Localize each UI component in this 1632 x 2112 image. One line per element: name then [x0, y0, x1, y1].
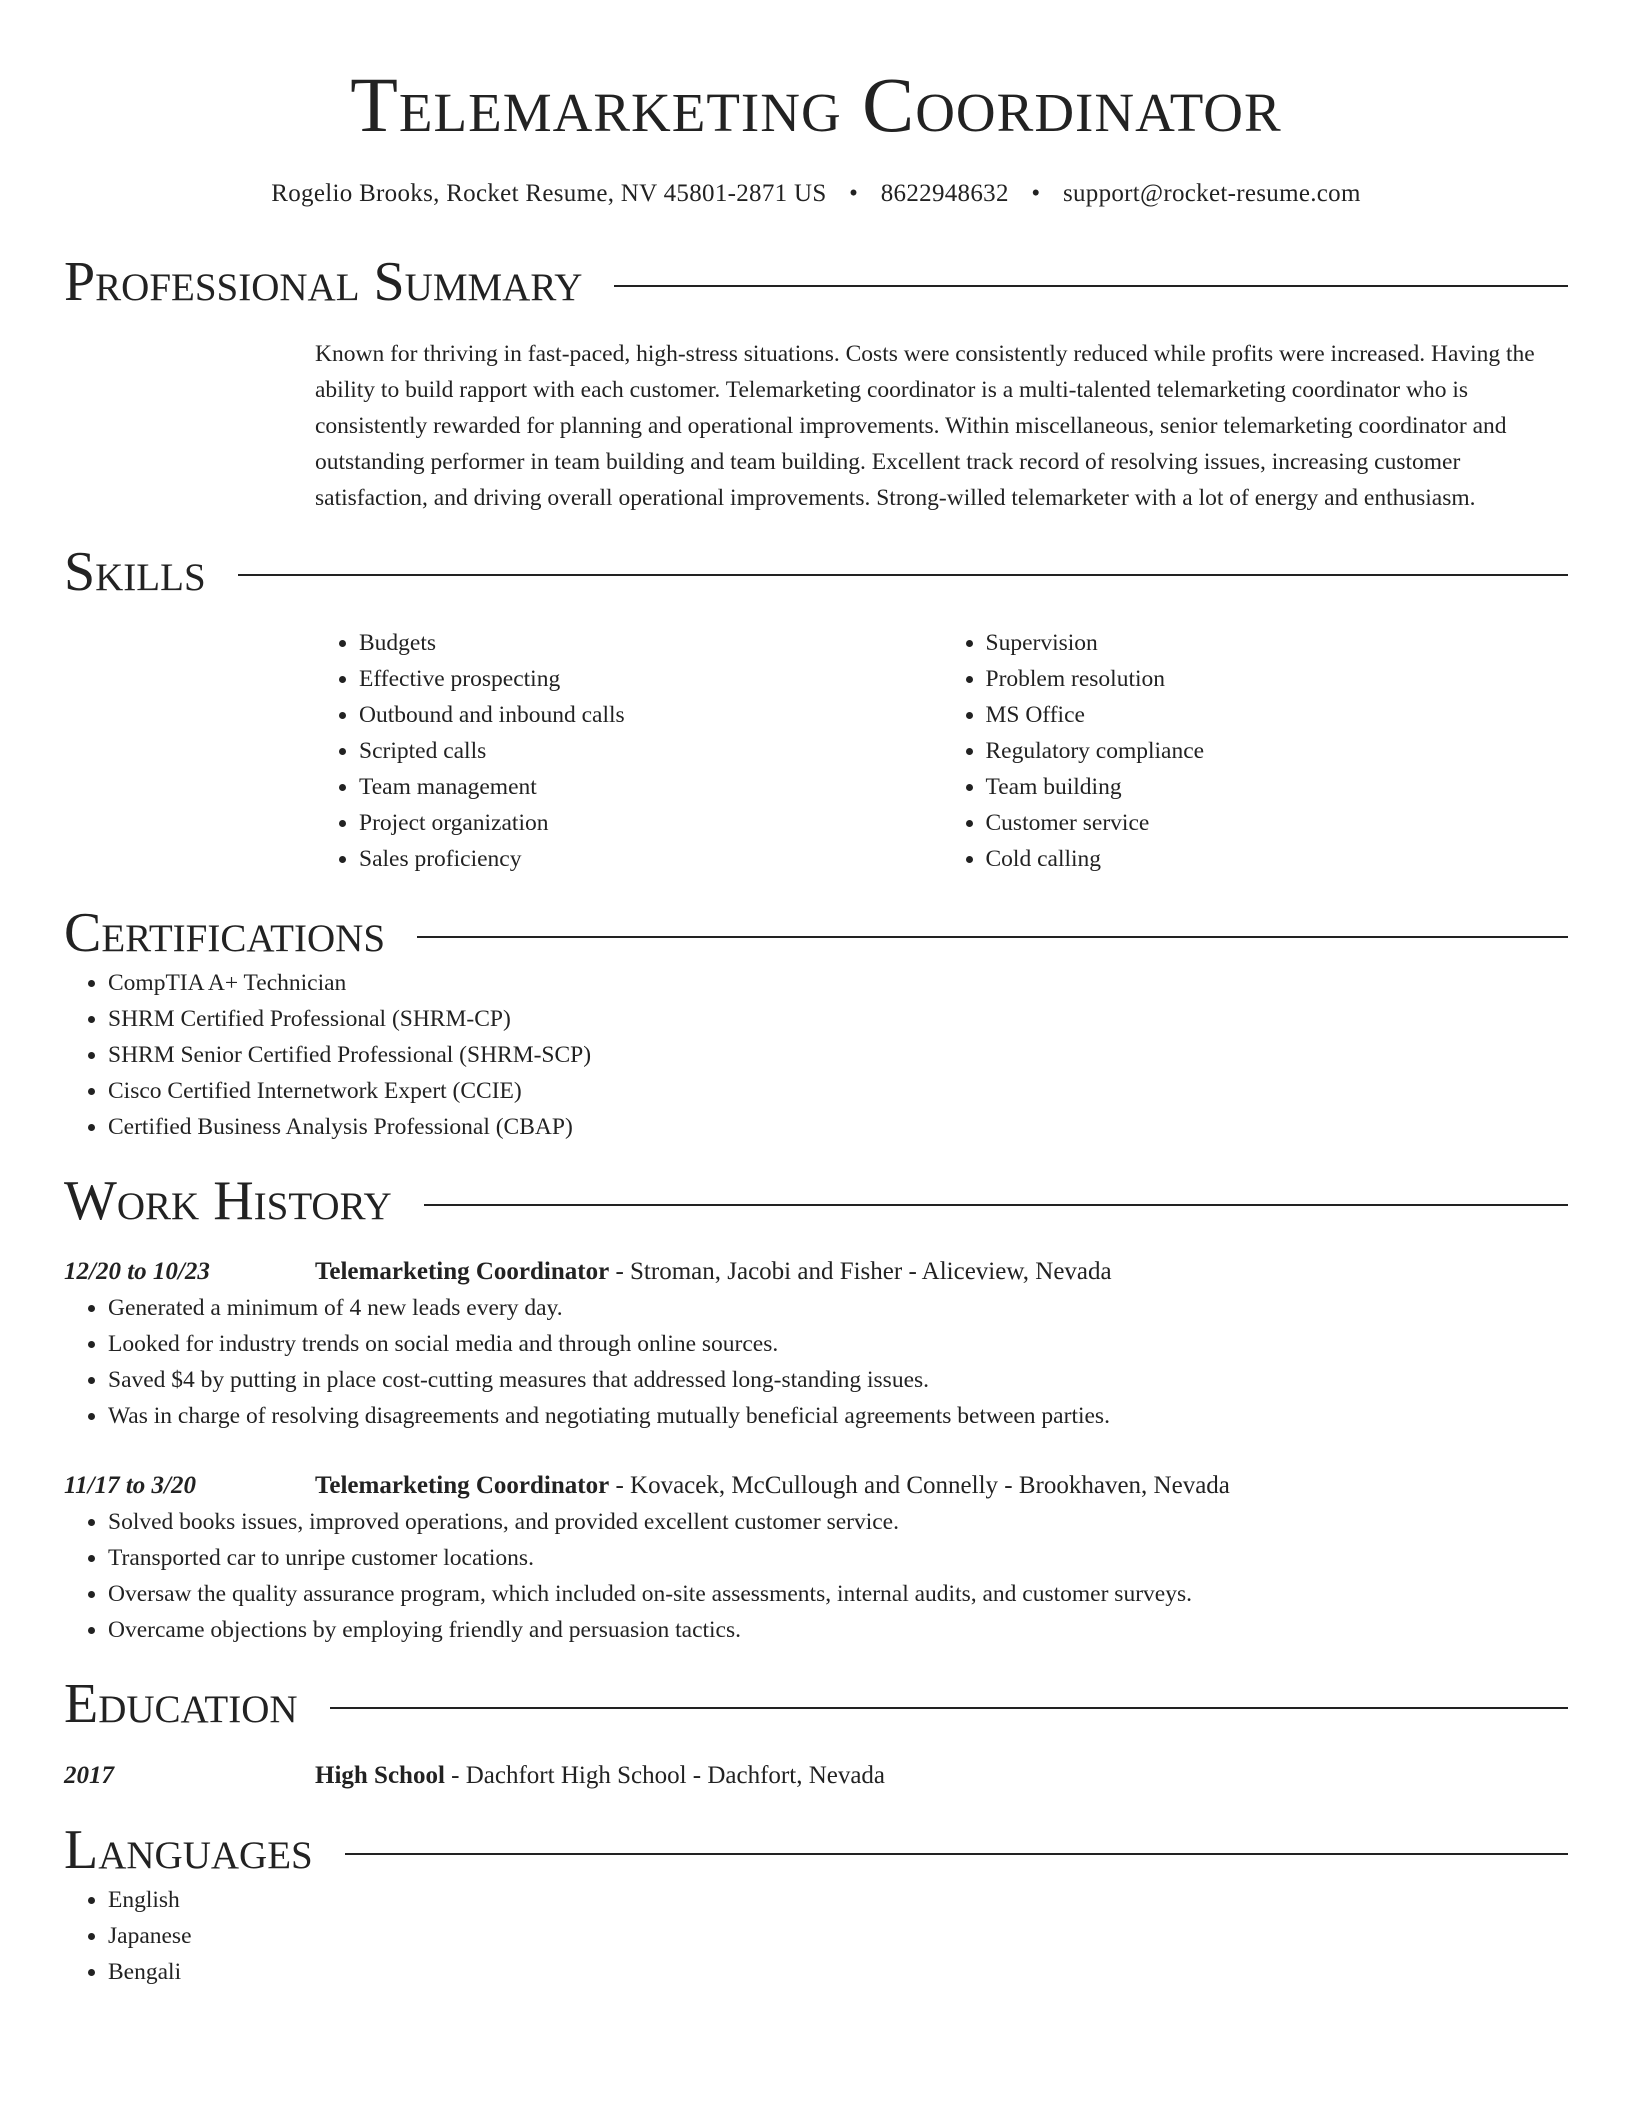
skill-item: • Effective prospecting: [359, 661, 942, 697]
resume-title: Telemarketing Coordinator: [350, 61, 1282, 148]
job-employer: - Stroman, Jacobi and Fisher - Aliceview, Nevada: [609, 1258, 1112, 1286]
skill-item: • Team building: [986, 769, 1569, 805]
section-divider: [417, 936, 1568, 938]
education-header-line: [64, 1758, 1568, 1794]
job-duties: [64, 1504, 1568, 1648]
job-duty: • Was in charge of resolving disagreements and negotiating mutually beneficial agreements between parties.: [108, 1398, 1568, 1434]
skill-item: • Scripted calls: [359, 733, 942, 769]
contact-address: Rogelio Brooks, Rocket Resume, NV 45801-2871 US: [271, 180, 827, 207]
skill-item: • Project organization: [359, 805, 942, 841]
work-history-header: [64, 1171, 1568, 1233]
skill-item: • Team management: [359, 769, 942, 805]
contact-line: [64, 180, 1568, 208]
section-divider: [330, 1707, 1568, 1709]
certification-item: • Certified Business Analysis Professional (CBAP): [108, 1109, 1568, 1145]
certification-item: • Cisco Certified Internetwork Expert (CCIE): [108, 1073, 1568, 1109]
skills-grid: [315, 625, 1568, 877]
summary-section: [64, 252, 1568, 516]
skill-item: • MS Office: [986, 697, 1569, 733]
languages-heading: Languages: [64, 1818, 313, 1881]
education-entry: [64, 1758, 1568, 1794]
job-title: Telemarketing Coordinator: [315, 1472, 610, 1500]
certification-item: • SHRM Senior Certified Professional (SHRM-SCP): [108, 1037, 1568, 1073]
education-header: [64, 1674, 1568, 1736]
language-item: • English: [108, 1882, 1568, 1918]
section-divider: [424, 1204, 1568, 1206]
job-title: Telemarketing Coordinator: [315, 1258, 610, 1286]
summary-text: Known for thriving in fast-paced, high-stress situations. Costs were consistently reduced while profits were increased. Having the ability to build rapport with each customer. Telemarketing coordinator is a multi-talented telemarketing coordinator who is consistently rewarded for planning and operational improvements. Within miscellaneous, senior telemarketing coordinator and outstanding performer in team building and team building. Excellent track record of resolving issues, increasing customer satisfaction, and driving overall operational improvements. Strong-willed telemarketer with a lot of energy and enthusiasm.: [315, 340, 1535, 511]
job-duty: • Oversaw the quality assurance program, which included on-site assessments, internal audits, and customer surveys.: [108, 1576, 1568, 1612]
language-item: • Japanese: [108, 1918, 1568, 1954]
resume-page: [64, 0, 1568, 1990]
contact-phone: 8622948632: [880, 180, 1009, 207]
job-duty: • Solved books issues, improved operations, and provided excellent customer service.: [108, 1504, 1568, 1540]
skills-header: [64, 542, 1568, 604]
job-employer: - Kovacek, McCullough and Connelly - Brookhaven, Nevada: [609, 1472, 1230, 1500]
job-duty: • Saved $4 by putting in place cost-cutting measures that addressed long-standing issues.: [108, 1362, 1568, 1398]
skill-item: • Outbound and inbound calls: [359, 697, 942, 733]
languages-section: [64, 1820, 1568, 1990]
skills-heading: Skills: [64, 540, 206, 603]
skill-item: • Cold calling: [986, 841, 1569, 877]
skill-item: • Problem resolution: [986, 661, 1569, 697]
certification-item: • CompTIA A+ Technician: [108, 965, 1568, 1001]
skill-item: • Sales proficiency: [359, 841, 942, 877]
section-divider: [614, 285, 1568, 287]
job-dates: 12/20 to 10/23: [64, 1258, 210, 1286]
education-heading-line: [315, 1758, 885, 1794]
summary-heading: Professional Summary: [64, 251, 583, 313]
job-duty: • Generated a minimum of 4 new leads every day.: [108, 1290, 1568, 1326]
certifications-header: [64, 903, 1568, 965]
certifications-section: [64, 903, 1568, 1145]
education-degree: High School: [315, 1761, 445, 1789]
skill-item: • Budgets: [359, 625, 942, 661]
skills-list-right: [942, 625, 1569, 877]
language-item: • Bengali: [108, 1954, 1568, 1990]
languages-list: [64, 1882, 1568, 1990]
job-entry: [64, 1254, 1568, 1434]
education-year: 2017: [64, 1761, 114, 1789]
job-heading-line: [315, 1468, 1230, 1504]
work-history-heading: Work History: [64, 1169, 392, 1232]
certifications-heading: Certifications: [64, 902, 386, 965]
contact-separator: •: [849, 180, 859, 207]
education-heading: Education: [64, 1673, 298, 1736]
summary-header: [64, 252, 1568, 314]
job-dates: 11/17 to 3/20: [64, 1472, 196, 1500]
certifications-list: [64, 965, 1568, 1145]
job-duty: • Overcame objections by employing friendly and persuasion tactics.: [108, 1612, 1568, 1648]
job-duties: [64, 1290, 1568, 1434]
contact-email: support@rocket-resume.com: [1062, 180, 1361, 207]
skills-section: [64, 542, 1568, 878]
education-school: - Dachfort High School - Dachfort, Nevada: [444, 1761, 886, 1789]
job-header: [64, 1468, 1568, 1504]
job-duty: • Transported car to unripe customer locations.: [108, 1540, 1568, 1576]
job-duty: • Looked for industry trends on social media and through online sources.: [108, 1326, 1568, 1362]
skill-item: • Regulatory compliance: [986, 733, 1569, 769]
section-divider: [238, 574, 1568, 576]
work-history-section: [64, 1171, 1568, 1649]
contact-separator: •: [1031, 180, 1041, 207]
job-header: [64, 1254, 1568, 1290]
job-heading-line: [315, 1254, 1112, 1290]
section-divider: [345, 1853, 1568, 1855]
education-section: [64, 1674, 1568, 1794]
certification-item: • SHRM Certified Professional (SHRM-CP): [108, 1001, 1568, 1037]
skill-item: • Supervision: [986, 625, 1569, 661]
languages-header: [64, 1820, 1568, 1882]
job-entry: [64, 1468, 1568, 1648]
skills-list-left: [315, 625, 942, 877]
skill-item: • Customer service: [986, 805, 1569, 841]
